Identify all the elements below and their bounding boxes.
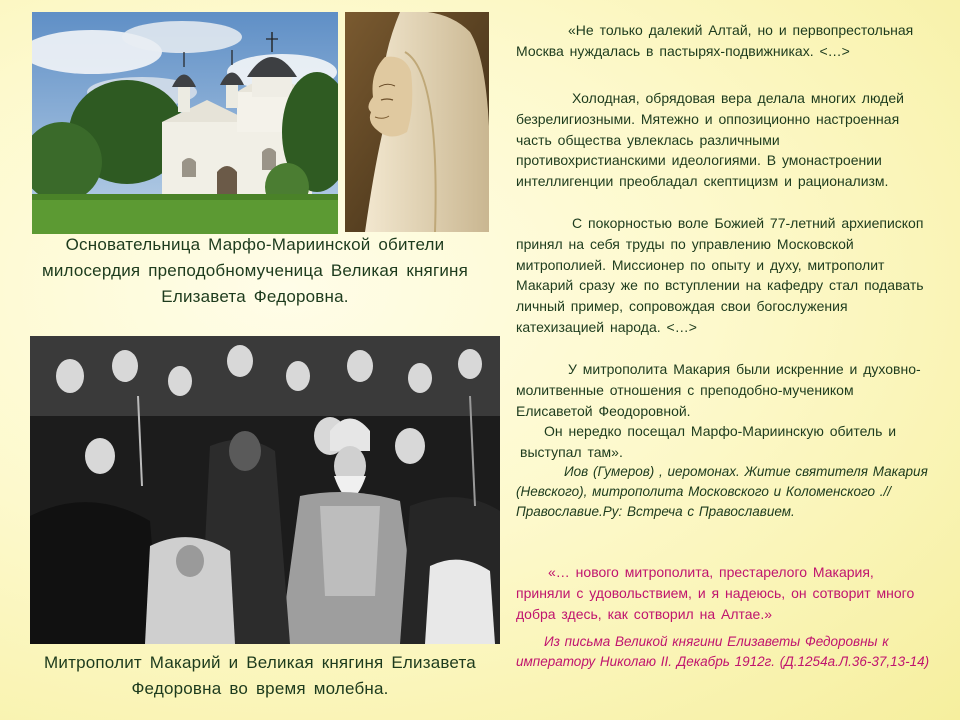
quote-paragraph-3	[516, 213, 932, 338]
quote-paragraph-2	[516, 88, 932, 192]
letter-quote	[516, 562, 932, 624]
quote-paragraph-1-text: «Не только далекий Алтай, но и первопрестольная Москва нуждалась в пастырях-подвижниках. <…>	[516, 22, 914, 59]
quote-paragraph-2-text: Холодная, обрядовая вера делала многих людей безрелигиозными. Мятежно и оппозиционно настроенная часть общества увлеклась различными противохристианскими идеологиями. В умонастроении интеллигенции преобладал скептицизм и рационализм.	[516, 90, 904, 190]
quote-paragraph-5	[520, 421, 936, 463]
crowd-photo	[30, 336, 500, 644]
quote-paragraph-5-text: Он нередко посещал Марфо-Мариинскую обитель и выступал там».	[520, 423, 897, 460]
letter-source	[516, 632, 932, 672]
letter-source-text: Из письма Великой княгини Елизаветы Федоровны к императору Николаю II. Декабрь 1912г. (Д.1254а.Л.36-37,13-14)	[516, 634, 930, 669]
top-photo-caption: Основательница Марфо-Мариинской обители милосердия преподобномученица Великая княгиня Елизавета Федоровна.	[41, 235, 469, 306]
quote-paragraph-1	[516, 20, 932, 62]
bottom-photo-caption: Митрополит Макарий и Великая княгиня Елизавета Федоровна во время молебна.	[44, 653, 476, 698]
portrait-photo	[345, 12, 489, 232]
source-citation	[516, 462, 932, 522]
quote-paragraph-4	[516, 359, 932, 421]
quote-paragraph-3-text: С покорностью воле Божией 77-летний архиепископ принял на себя труды по управлению Московской митрополией. Миссионер по опыту и духу, митрополит Макарий сразу же по вступлении на кафедру стал подавать личный пример, сопровождая свои богослужения катехизацией народа. <…>	[516, 215, 924, 335]
letter-quote-text: «… нового митрополита, престарелого Макария, приняли с удовольствием, и я надеюсь, он сотворит много добра здесь, как сотворил на Алтае.»	[516, 564, 915, 622]
quote-paragraph-4-text: У митрополита Макария были искренние и духовно-молитвенные отношения с преподобно-мучеником Елисаветой Феодоровной.	[516, 361, 921, 419]
church-photo	[32, 12, 338, 234]
source-citation-text: Иов (Гумеров) , иеромонах. Житие святителя Макария (Невского), митрополита Московского и Коломенского .// Православие.Ру: Встреча с Православием.	[516, 464, 928, 519]
